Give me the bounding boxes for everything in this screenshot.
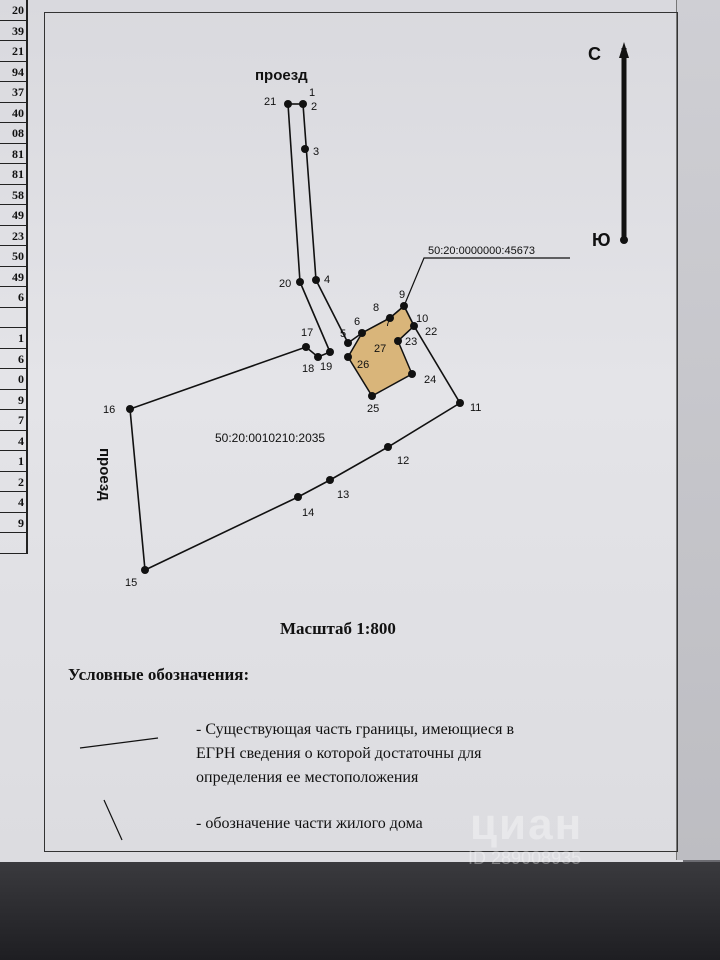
point-label: 10 — [416, 313, 429, 325]
road-label-left: проезд — [96, 448, 113, 501]
point-label: 22 — [425, 326, 438, 338]
table-cell: 94 — [0, 62, 26, 83]
table-cell: 1 — [0, 328, 26, 349]
point-label: 23 — [405, 336, 418, 348]
parcel-leader-line — [404, 258, 570, 306]
legend-boundary-line-symbol — [80, 738, 158, 748]
point-label: 12 — [397, 455, 410, 467]
table-cell: 39 — [0, 21, 26, 42]
table-cell: 23 — [0, 226, 26, 247]
table-cell: 49 — [0, 267, 26, 288]
legend-title: Условные обозначения: — [68, 665, 250, 684]
legend-item-boundary — [196, 718, 514, 790]
table-cell: 6 — [0, 287, 26, 308]
point-label: 18 — [302, 363, 315, 375]
table-cell: 40 — [0, 103, 26, 124]
table-cell: 1 — [0, 451, 26, 472]
table-cell: 50 — [0, 246, 26, 267]
table-cell: 2 — [0, 472, 26, 493]
point-label: 3 — [313, 146, 320, 158]
point-label: 16 — [103, 404, 116, 416]
point-label: 14 — [302, 507, 315, 519]
point-label: 7 — [385, 317, 392, 329]
table-cell: 20 — [0, 0, 26, 21]
table-cell: 6 — [0, 349, 26, 370]
point-label: 26 — [357, 359, 370, 371]
point-label: 27 — [374, 343, 387, 355]
point-label: 21 — [264, 96, 277, 108]
table-cell: 7 — [0, 410, 26, 431]
small-parcel-number: 50:20:0000000:45673 — [428, 245, 536, 257]
point-label: 15 — [125, 577, 138, 589]
point-label: 25 — [367, 403, 380, 415]
point-label: 17 — [301, 327, 314, 339]
point-label: 6 — [354, 316, 361, 328]
north-south-arrow — [619, 42, 629, 244]
table-cell: 21 — [0, 41, 26, 62]
point-label: 8 — [373, 302, 380, 314]
legend-house-symbol — [104, 800, 122, 840]
point-label: 2 — [311, 101, 318, 113]
point-label: 11 — [470, 402, 482, 414]
table-cell: 4 — [0, 492, 26, 513]
point-label: 13 — [337, 489, 350, 501]
cian-watermark-id: ID 289008935 — [468, 848, 582, 868]
point-label: 24 — [424, 374, 437, 386]
table-cell: 9 — [0, 513, 26, 534]
table-cell: 81 — [0, 144, 26, 165]
point-label: 20 — [279, 278, 292, 290]
south-label: Ю — [592, 230, 611, 250]
table-cell: 49 — [0, 205, 26, 226]
legend-text-line: - Существующая часть границы, имеющиеся в — [196, 721, 515, 738]
point-label: 1 — [309, 87, 316, 99]
table-cell: 81 — [0, 164, 26, 185]
legend-text-line: определения ее местоположения — [196, 769, 419, 786]
road-label-top: проезд — [255, 67, 308, 84]
main-parcel-number: 50:20:0010210:2035 — [215, 431, 326, 445]
point-label: 5 — [340, 328, 347, 340]
table-cell: 58 — [0, 185, 26, 206]
legend-item-house: - обозначение части жилого дома — [196, 815, 423, 832]
table-cell: 9 — [0, 390, 26, 411]
point-label: 19 — [320, 361, 333, 373]
table-cell: 08 — [0, 123, 26, 144]
table-cell: 37 — [0, 82, 26, 103]
cian-watermark-logo: циан — [470, 800, 584, 849]
legend-text-line: ЕГРН сведения о которой достаточны для — [196, 745, 482, 762]
point-label: 4 — [324, 274, 331, 286]
table-cell: 0 — [0, 369, 26, 390]
table-cell: 4 — [0, 431, 26, 452]
north-label: С — [588, 44, 601, 64]
point-label: 9 — [399, 289, 406, 301]
scale-label: Масштаб 1:800 — [280, 619, 396, 638]
